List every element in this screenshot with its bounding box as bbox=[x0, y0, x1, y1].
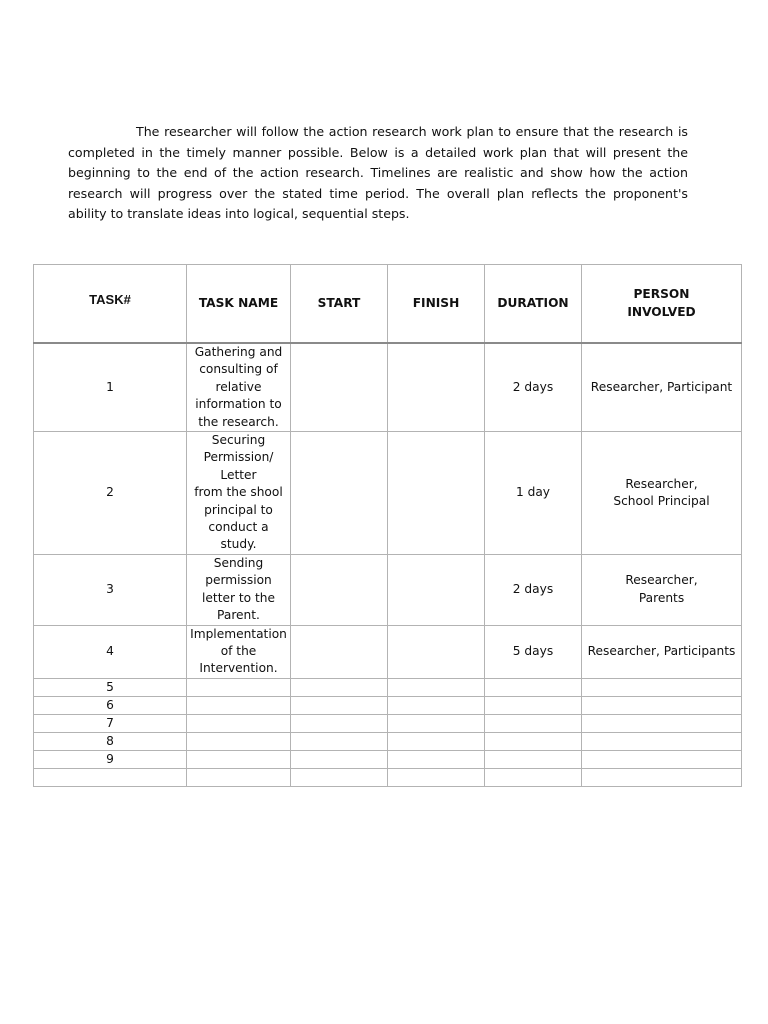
task-name-line: Gathering and bbox=[194, 345, 283, 359]
task-name-line: Sending bbox=[213, 555, 264, 570]
task-name-line: information to bbox=[195, 397, 282, 412]
empty-cell bbox=[388, 678, 485, 696]
person-involved-cell bbox=[582, 343, 742, 432]
person-line: Researcher, bbox=[625, 573, 698, 588]
empty-cell bbox=[582, 750, 742, 768]
finish-cell bbox=[388, 554, 485, 625]
task-name-line: principal to bbox=[204, 502, 273, 517]
empty-cell bbox=[485, 750, 582, 768]
finish-cell bbox=[388, 343, 485, 432]
empty-cell bbox=[582, 732, 742, 750]
task-number: 4 bbox=[34, 625, 187, 678]
task-name-line: relative bbox=[215, 379, 262, 394]
person-involved-cell bbox=[582, 432, 742, 555]
finish-cell bbox=[388, 625, 485, 678]
task-name-line: Implementation bbox=[190, 626, 287, 641]
task-name bbox=[187, 432, 291, 555]
intro-paragraph bbox=[68, 122, 688, 225]
task-name-line: letter to the bbox=[202, 590, 275, 605]
table-row bbox=[34, 343, 742, 432]
empty-cell bbox=[187, 696, 291, 714]
empty-cell bbox=[291, 732, 388, 750]
header-row bbox=[34, 265, 742, 344]
empty-cell bbox=[388, 750, 485, 768]
empty-cell bbox=[582, 696, 742, 714]
empty-cell bbox=[291, 696, 388, 714]
header-duration: DURATION bbox=[485, 265, 582, 344]
duration-cell: 5 days bbox=[485, 625, 582, 678]
empty-cell bbox=[388, 714, 485, 732]
task-number: 9 bbox=[34, 750, 187, 768]
empty-cell bbox=[582, 678, 742, 696]
task-number: 2 bbox=[34, 432, 187, 555]
person-involved-cell bbox=[582, 625, 742, 678]
person-involved-cell bbox=[582, 554, 742, 625]
intro-text: The researcher will follow the action research work plan to ensure that the research is completed in the timely manner possible. Below is a detailed work plan that will present the beginning to the end of the action research. Timelines are realistic and show how the action research will progress over the stated time period. The overall plan reflects the proponent's ability to translate ideas into logical, sequential steps. bbox=[68, 124, 688, 221]
table-row bbox=[34, 554, 742, 625]
task-name bbox=[187, 554, 291, 625]
empty-cell bbox=[291, 768, 388, 786]
task-name-line: study. bbox=[220, 537, 257, 552]
empty-cell bbox=[485, 768, 582, 786]
empty-cell bbox=[485, 696, 582, 714]
task-name-line: Securing bbox=[211, 433, 266, 448]
empty-cell bbox=[187, 750, 291, 768]
empty-table-row bbox=[34, 678, 742, 696]
empty-cell bbox=[582, 768, 742, 786]
header-task: TASK# bbox=[34, 265, 187, 344]
task-name-line: permission bbox=[205, 573, 272, 588]
person-line: School Principal bbox=[613, 493, 710, 508]
header-finish: FINISH bbox=[388, 265, 485, 344]
task-number: 7 bbox=[34, 714, 187, 732]
start-cell bbox=[291, 432, 388, 555]
finish-cell bbox=[388, 432, 485, 555]
start-cell bbox=[291, 343, 388, 432]
duration-cell: 2 days bbox=[485, 554, 582, 625]
task-number: 3 bbox=[34, 554, 187, 625]
person-line: Researcher, Participants bbox=[587, 643, 736, 658]
empty-cell bbox=[187, 714, 291, 732]
duration-cell: 2 days bbox=[485, 343, 582, 432]
empty-cell bbox=[485, 714, 582, 732]
empty-cell bbox=[582, 714, 742, 732]
empty-cell bbox=[187, 678, 291, 696]
task-name-line: the research. bbox=[198, 414, 279, 429]
task-name bbox=[187, 343, 291, 432]
empty-table-row bbox=[34, 732, 742, 750]
task-number: 1 bbox=[34, 343, 187, 432]
task-number: 5 bbox=[34, 678, 187, 696]
empty-cell bbox=[388, 732, 485, 750]
empty-cell bbox=[187, 732, 291, 750]
start-cell bbox=[291, 554, 388, 625]
empty-cell bbox=[485, 732, 582, 750]
empty-table-row bbox=[34, 714, 742, 732]
work-plan-table bbox=[33, 264, 742, 787]
person-line: Parents bbox=[638, 590, 685, 605]
task-number bbox=[34, 768, 187, 786]
task-name-line: Letter bbox=[220, 467, 257, 482]
empty-table-row bbox=[34, 768, 742, 786]
person-line: Researcher, Participant bbox=[590, 379, 733, 394]
empty-cell bbox=[291, 750, 388, 768]
header-person-line1: PERSON bbox=[633, 287, 690, 302]
empty-cell bbox=[291, 678, 388, 696]
task-name-line: Intervention. bbox=[199, 661, 278, 676]
empty-cell bbox=[291, 714, 388, 732]
header-person-line2: INVOLVED bbox=[627, 304, 696, 319]
header-start: START bbox=[291, 265, 388, 344]
empty-cell bbox=[187, 768, 291, 786]
person-line: Researcher, bbox=[625, 476, 698, 491]
empty-cell bbox=[388, 768, 485, 786]
task-name-line: from the shool bbox=[194, 485, 283, 500]
task-number: 8 bbox=[34, 732, 187, 750]
duration-cell: 1 day bbox=[485, 432, 582, 555]
empty-table-row bbox=[34, 696, 742, 714]
header-person-involved bbox=[582, 265, 742, 344]
empty-table-row bbox=[34, 750, 742, 768]
empty-cell bbox=[388, 696, 485, 714]
task-name-line: of the bbox=[220, 643, 257, 658]
task-name bbox=[187, 625, 291, 678]
table-row bbox=[34, 432, 742, 555]
empty-cell bbox=[485, 678, 582, 696]
task-name-line: consulting of bbox=[199, 362, 278, 377]
task-name-line: Parent. bbox=[217, 608, 260, 623]
task-number: 6 bbox=[34, 696, 187, 714]
start-cell bbox=[291, 625, 388, 678]
header-task-name: TASK NAME bbox=[187, 265, 291, 344]
table-row bbox=[34, 625, 742, 678]
task-name-line: Permission/ bbox=[203, 450, 274, 465]
task-name-line: conduct a bbox=[208, 520, 269, 535]
